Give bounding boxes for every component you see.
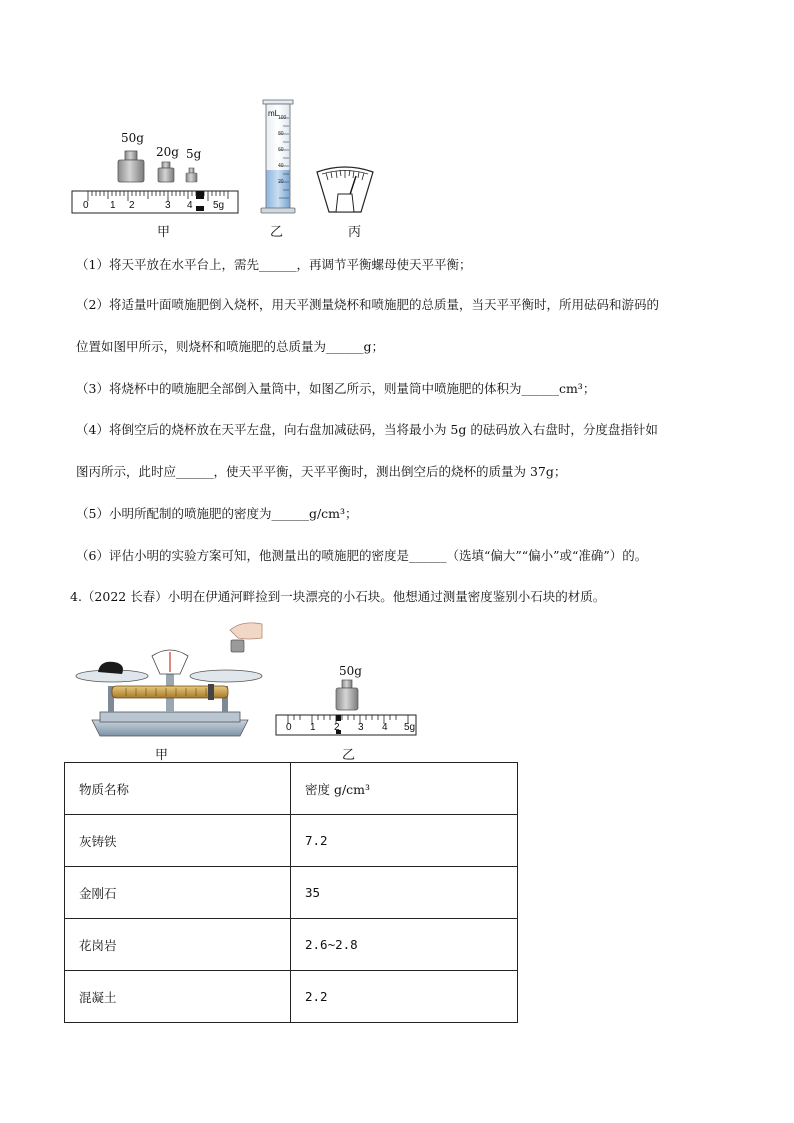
table-row [65, 971, 518, 1023]
hand-icon [230, 623, 262, 639]
weight-5g-icon [186, 168, 197, 182]
figure-caption-jia: 甲 [155, 748, 169, 763]
ruler-tick: 2 [334, 722, 340, 733]
weight-50g-icon [118, 151, 144, 182]
weight-50g-label: 50g [121, 131, 144, 145]
table-cell-density: 2.2 [291, 971, 518, 1023]
question-4-line-2: 图丙所示，此时应______，使天平平衡，天平平衡时，测出倒空后的烧杯的质量为 37g； [76, 464, 567, 479]
table-cell-density: 35 [291, 867, 518, 919]
weight-20g-icon [158, 162, 174, 182]
cylinder-mark: 80 [278, 131, 284, 137]
ruler-tick: 5g [213, 200, 225, 211]
ruler-tick-labels [83, 200, 243, 214]
question-6: （6）评估小明的实验方案可知，他测量出的喷施肥的密度是______（选填“偏大”“偏小”或“准确”）的。 [76, 548, 648, 563]
weight-50g-icon [336, 688, 358, 710]
density-table [64, 762, 518, 1023]
rider-marker [196, 191, 204, 199]
table-cell-material: 混凝土 [65, 971, 291, 1023]
ruler-tick: 4 [382, 722, 388, 733]
figure-caption-bing: 丙 [348, 225, 362, 240]
ruler-tick: 1 [110, 200, 116, 211]
table-header-row [65, 763, 518, 815]
balance-pointer-dial-icon [314, 164, 376, 216]
question-2-line-2: 位置如图甲所示，则烧杯和喷施肥的总质量为______g； [76, 339, 385, 354]
table-row [65, 867, 518, 919]
figure-caption-yi: 乙 [270, 225, 284, 240]
question-1: （1）将天平放在水平台上，需先______，再调节平衡螺母使天平平衡； [76, 257, 472, 272]
weight-20g-label: 20g [156, 145, 179, 159]
table-header-cell: 物质名称 [65, 763, 291, 815]
table-cell-material: 金刚石 [65, 867, 291, 919]
question-3: （3）将烧杯中的喷施肥全部倒入量筒中，如图乙所示，则量筒中喷施肥的体积为______cm³； [76, 381, 596, 396]
rider-marker [336, 715, 341, 721]
table-cell-density: 7.2 [291, 815, 518, 867]
cylinder-mark: 60 [278, 147, 284, 153]
question-4-line-1: （4）将倒空后的烧杯放在天平左盘，向右盘加减砝码，当将最小为 5g 的砝码放入右盘时，分度盘指针如 [76, 422, 658, 437]
table-cell-material: 花岗岩 [65, 919, 291, 971]
cylinder-mark: 100 [278, 115, 287, 121]
table-row [65, 919, 518, 971]
cylinder-mark: 20 [278, 179, 284, 185]
ruler-tick: 2 [129, 200, 135, 211]
ruler-tick: 0 [286, 722, 292, 733]
ruler-tick: 1 [310, 722, 316, 733]
table-row [65, 815, 518, 867]
weight-5g-label: 5g [186, 147, 202, 161]
cylinder-unit: mL [268, 109, 280, 118]
weight-50g-label: 50g [339, 664, 362, 678]
figure-caption-jia: 甲 [157, 225, 171, 240]
cylinder-scale-labels [278, 115, 286, 195]
ruler-tick: 5g [404, 722, 416, 733]
figure-caption-yi: 乙 [342, 748, 356, 763]
rock-icon [98, 662, 123, 674]
cylinder-mark: 40 [278, 163, 284, 169]
question-5: （5）小明所配制的喷施肥的密度为______g/cm³； [76, 506, 358, 521]
ruler-tick: 0 [83, 200, 89, 211]
table-cell-density: 2.6~2.8 [291, 919, 518, 971]
question-2-line-1: （2）将适量叶面喷施肥倒入烧杯，用天平测量烧杯和喷施肥的总质量，当天平平衡时，所用砝码和游码的 [76, 297, 659, 312]
ruler-tick-labels [286, 722, 422, 736]
ruler-tick: 3 [358, 722, 364, 733]
table-cell-material: 灰铸铁 [65, 815, 291, 867]
ruler-tick: 3 [165, 200, 171, 211]
table-header-cell: 密度 g/cm³ [291, 763, 518, 815]
question-4-stem: 4.（2022 长春）小明在伊通河畔捡到一块漂亮的小石块。他想通过测量密度鉴别小石块的材质。 [70, 589, 606, 604]
balance-scale-icon [70, 616, 270, 740]
ruler-tick: 4 [187, 200, 193, 211]
